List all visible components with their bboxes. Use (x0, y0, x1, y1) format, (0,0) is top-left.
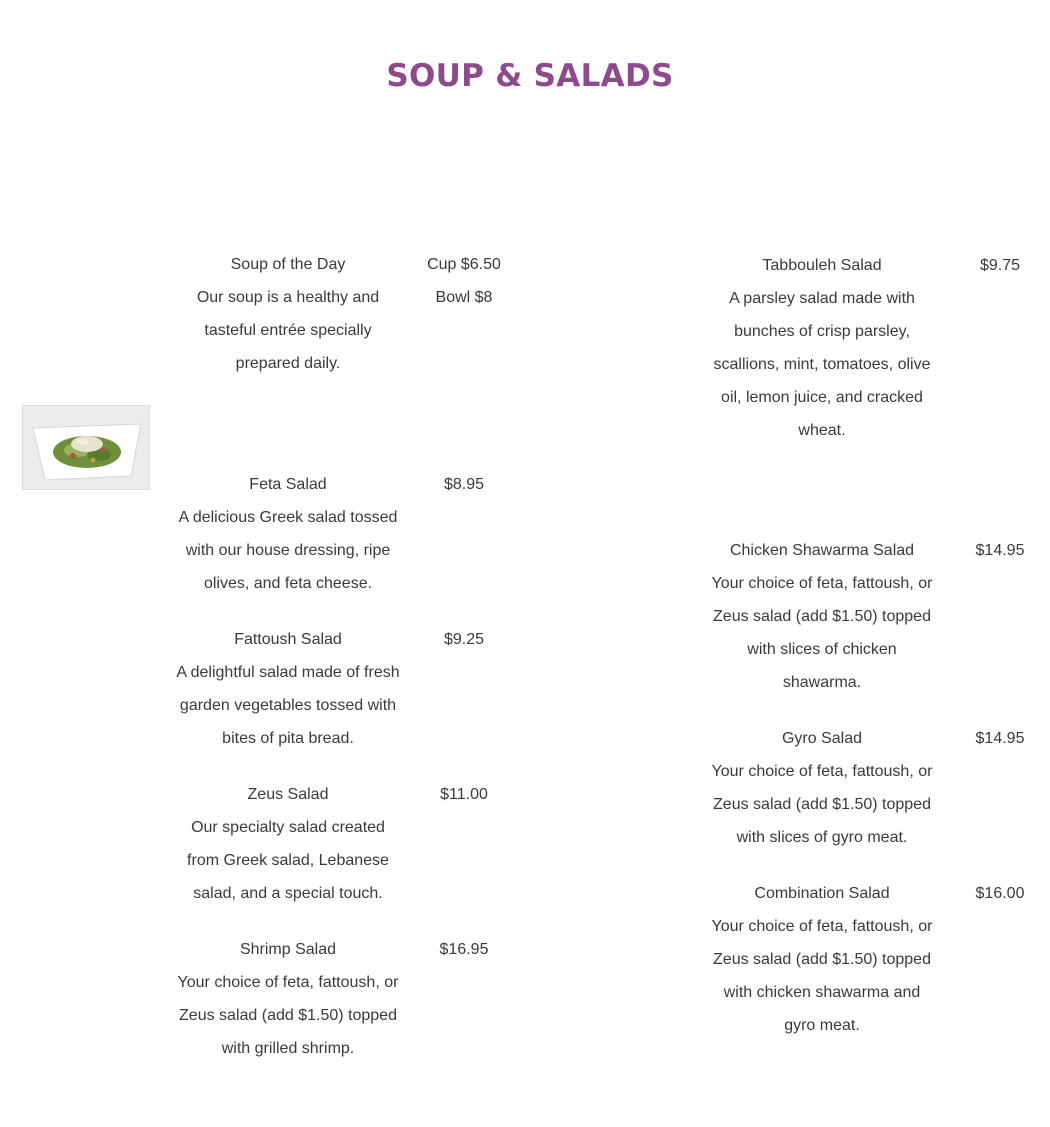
price-bowl: Bowl $8 (435, 289, 493, 306)
price-value: $11.00 (440, 786, 488, 803)
item-description-line: Our specialty salad created (191, 819, 385, 836)
item-description-line: bites of pita bread. (222, 730, 354, 747)
price-value: $16.00 (975, 885, 1025, 902)
item-price (955, 534, 1045, 567)
item-name: Zeus Salad (247, 786, 329, 803)
item-description-line: prepared daily. (235, 355, 341, 372)
item-name: Fattoush Salad (234, 631, 342, 648)
item-description-line: oil, lemon juice, and cracked (721, 389, 923, 406)
item-name: Gyro Salad (781, 730, 863, 747)
price-value: $14.95 (975, 542, 1025, 559)
item-description-line: A delicious Greek salad tossed (178, 509, 398, 526)
item-description-line: A parsley salad made with (729, 290, 915, 307)
item-price (955, 877, 1045, 910)
item-description-line: with grilled shrimp. (221, 1040, 355, 1057)
item-price (414, 248, 514, 314)
item-price (955, 722, 1045, 755)
price-value: $16.95 (439, 941, 489, 958)
salad-photo (22, 405, 150, 490)
menu-item-tabbouleh-salad (702, 249, 942, 447)
menu-item-fattoush-salad (168, 623, 408, 755)
item-description-line: with chicken shawarma and (723, 984, 921, 1001)
item-description-line: Zeus salad (add $1.50) topped (713, 608, 931, 625)
item-name: Chicken Shawarma Salad (729, 542, 915, 559)
item-price (414, 933, 514, 966)
item-description-line: with our house dressing, ripe (185, 542, 391, 559)
item-description-line: Zeus salad (add $1.50) topped (179, 1007, 397, 1024)
item-description-line: bunches of crisp parsley, (734, 323, 910, 340)
item-description-line: with slices of chicken (747, 641, 897, 658)
item-price (955, 249, 1045, 282)
item-description-line: garden vegetables tossed with (179, 697, 397, 714)
item-description-line: olives, and feta cheese. (203, 575, 373, 592)
item-name: Feta Salad (249, 476, 327, 493)
price-value: $14.95 (975, 730, 1025, 747)
menu-item-feta-salad (168, 468, 408, 600)
item-price (414, 778, 514, 811)
item-name: Soup of the Day (230, 256, 346, 273)
item-description-line: salad, and a special touch. (193, 885, 383, 902)
item-description-line: Zeus salad (add $1.50) topped (713, 951, 931, 968)
page-title: SOUP & SALADS (386, 58, 674, 94)
item-description-line: shawarma. (782, 674, 862, 691)
price-value: $8.95 (443, 476, 485, 493)
price-value: $9.25 (443, 631, 485, 648)
item-description-line: with slices of gyro meat. (736, 829, 908, 846)
price-cup: Cup $6.50 (427, 256, 501, 273)
item-description-line: Zeus salad (add $1.50) topped (713, 796, 931, 813)
item-description-line: Your choice of feta, fattoush, or (711, 575, 933, 592)
item-price (414, 468, 514, 501)
menu-item-soup-of-the-day (168, 248, 408, 380)
item-description-line: Your choice of feta, fattoush, or (177, 974, 399, 991)
item-description-line: Our soup is a healthy and (196, 289, 380, 306)
item-description-line: gyro meat. (784, 1017, 860, 1034)
item-description-line: scallions, mint, tomatoes, olive (713, 356, 931, 373)
price-value: $9.75 (979, 257, 1021, 274)
item-description-line: A delightful salad made of fresh (176, 664, 400, 681)
item-name: Shrimp Salad (239, 941, 337, 958)
item-description-line: Your choice of feta, fattoush, or (711, 918, 933, 935)
item-description-line: tasteful entrée specially (204, 322, 372, 339)
item-name: Tabbouleh Salad (762, 257, 882, 274)
item-price (414, 623, 514, 656)
item-description-line: from Greek salad, Lebanese (187, 852, 389, 869)
menu-item-zeus-salad (168, 778, 408, 910)
menu-item-combination-salad (702, 877, 942, 1042)
menu-item-chicken-shawarma-salad (702, 534, 942, 699)
menu-item-gyro-salad (702, 722, 942, 854)
item-description-line: wheat. (798, 422, 846, 439)
item-description-line: Your choice of feta, fattoush, or (711, 763, 933, 780)
salad-plate-icon (23, 406, 150, 490)
item-name: Combination Salad (754, 885, 890, 902)
menu-item-shrimp-salad (168, 933, 408, 1065)
